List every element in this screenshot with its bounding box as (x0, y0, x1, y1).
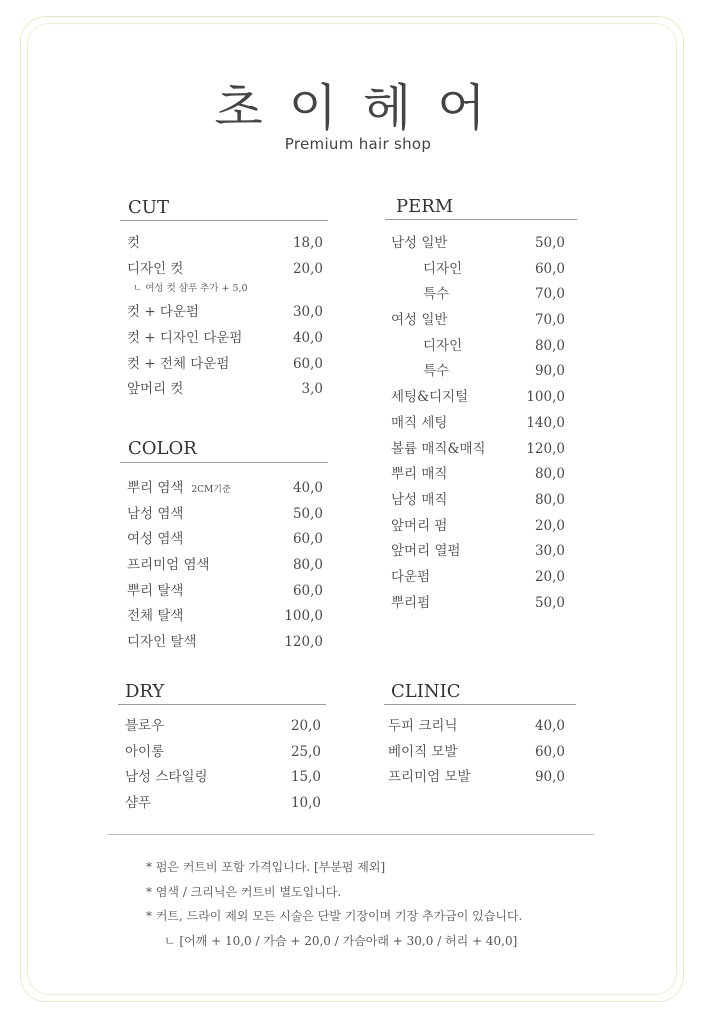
item-price: 30,0 (534, 543, 565, 560)
item-price: 18,0 (292, 235, 323, 251)
item-price: 100,0 (526, 389, 565, 406)
item-name: 컷 + 다운펌 (127, 304, 200, 321)
item-price: 120,0 (526, 440, 565, 457)
item-price: 25,0 (290, 743, 321, 760)
color-item (127, 553, 323, 579)
color-divider (120, 462, 328, 463)
dry-item (125, 791, 321, 817)
item-name: 디자인 컷 (127, 260, 184, 277)
item-price: 80,0 (292, 557, 323, 574)
item-price: 10,0 (290, 795, 321, 812)
item-price: 60,0 (292, 582, 323, 599)
clinic-section-title: CLINIC (391, 681, 461, 702)
item-price: 40,0 (292, 480, 323, 496)
item-name: 아이롱 (125, 743, 165, 760)
item-name: 두피 크리닉 (388, 718, 458, 734)
item-price: 90,0 (534, 363, 565, 380)
perm-item (391, 488, 565, 514)
item-price: 60,0 (534, 260, 565, 277)
note-line: * 염색 / 크리닉은 커트비 별도입니다. (146, 884, 342, 899)
perm-section-title: PERM (396, 196, 454, 217)
dry-divider (118, 704, 326, 705)
footer-divider (108, 834, 594, 835)
perm-item (391, 591, 565, 617)
item-name: 컷 + 전체 다운펌 (127, 355, 230, 372)
item-price: 60,0 (292, 355, 323, 372)
item-price: 20,0 (292, 260, 323, 277)
item-name: 뿌리 염색 2CM기준 (127, 480, 231, 496)
item-name: 특수 (423, 363, 450, 380)
perm-item (391, 359, 565, 385)
item-name: 컷 (127, 235, 141, 251)
cut-section-title: CUT (128, 197, 169, 218)
perm-item (391, 385, 565, 411)
item-price: 100,0 (284, 608, 323, 625)
item-price: 20,0 (290, 718, 321, 734)
item-name: 특수 (423, 286, 450, 303)
item-price: 60,0 (534, 743, 565, 760)
item-price: 40,0 (534, 718, 565, 734)
color-list (127, 476, 323, 656)
item-name: 남성 스타일링 (125, 769, 208, 786)
item-name: 디자인 (423, 337, 463, 354)
item-name: 다운펌 (391, 568, 431, 585)
item-price: 70,0 (534, 286, 565, 303)
cut-note (127, 282, 323, 300)
dry-item (125, 714, 321, 740)
item-price: 80,0 (534, 466, 565, 483)
perm-item (391, 231, 565, 257)
cut-item (127, 257, 323, 283)
inner-frame (27, 23, 677, 995)
item-name: 남성 매직 (391, 491, 448, 508)
color-item (127, 527, 323, 553)
item-name: 컷 + 디자인 다운펌 (127, 330, 243, 347)
item-price: 3,0 (301, 381, 323, 398)
item-name: 샴푸 (125, 795, 152, 812)
item-name: 여성 염색 (127, 531, 184, 548)
item-name: 프리미엄 모발 (388, 769, 471, 786)
perm-item (391, 539, 565, 565)
item-price: 80,0 (534, 491, 565, 508)
item-name: 뿌리 탈색 (127, 582, 184, 599)
item-name: 베이직 모발 (388, 743, 458, 760)
item-name: 디자인 탈색 (127, 634, 197, 651)
cut-list (127, 231, 323, 403)
item-name: 뿌리펌 (391, 594, 431, 611)
perm-item (391, 514, 565, 540)
item-name: 여성 일반 (391, 312, 448, 329)
perm-item (391, 411, 565, 437)
cut-item (127, 352, 323, 378)
item-name: 전체 탈색 (127, 608, 184, 625)
item-name: 세팅&디지털 (391, 389, 469, 406)
item-name: 앞머리 열펌 (391, 543, 461, 560)
note-line: * 펌은 커트비 포함 가격입니다. [부분펌 제외] (146, 860, 386, 874)
item-price: 90,0 (534, 769, 565, 786)
item-name: 프리미엄 염색 (127, 557, 210, 574)
perm-item (391, 308, 565, 334)
dry-section-title: DRY (125, 681, 165, 702)
item-price: 120,0 (284, 634, 323, 651)
note-line: ㄴ [어깨 + 10,0 / 가슴 + 20,0 / 가슴아래 + 30,0 / 허리 + 40,0] (164, 933, 518, 948)
notes-block (146, 855, 522, 953)
clinic-item (388, 765, 565, 791)
cut-divider (120, 220, 328, 221)
perm-divider (385, 219, 577, 220)
color-item (127, 502, 323, 528)
dry-item (125, 740, 321, 766)
item-name: 앞머리 컷 (127, 381, 184, 398)
note-line: * 커트, 드라이 제외 모든 시술은 단발 기장이며 기장 추가금이 있습니다. (146, 909, 523, 923)
cut-item (127, 326, 323, 352)
item-price: 70,0 (534, 312, 565, 329)
item-name: 블로우 (125, 718, 165, 734)
item-price: 30,0 (292, 304, 323, 321)
item-price: 20,0 (534, 568, 565, 585)
item-price: 15,0 (290, 769, 321, 786)
item-price: 50,0 (292, 505, 323, 522)
dry-list (125, 714, 321, 817)
perm-item (391, 462, 565, 488)
perm-item (391, 334, 565, 360)
color-item (127, 579, 323, 605)
clinic-item (388, 740, 565, 766)
dry-item (125, 765, 321, 791)
item-note: 2CM기준 (191, 485, 231, 495)
perm-item (391, 437, 565, 463)
item-note: ㄴ 여성 컷 샴푸 추가 + 5,0 (133, 283, 248, 295)
item-price: 60,0 (292, 531, 323, 548)
item-price: 40,0 (292, 330, 323, 347)
item-name: 볼륨 매직&매직 (391, 440, 486, 457)
clinic-item (388, 714, 565, 740)
tagline: Premium hair shop (284, 135, 432, 153)
color-item (127, 630, 323, 656)
item-price: 50,0 (534, 594, 565, 611)
clinic-list (388, 714, 565, 791)
item-price: 140,0 (526, 414, 565, 431)
clinic-divider (384, 704, 576, 705)
item-name: 남성 일반 (391, 235, 448, 251)
item-name: 뿌리 매직 (391, 466, 448, 483)
cut-item (127, 231, 323, 257)
item-name: 남성 염색 (127, 505, 184, 522)
item-name: 디자인 (423, 260, 463, 277)
perm-item (391, 565, 565, 591)
item-price: 50,0 (534, 235, 565, 251)
cut-item (127, 300, 323, 326)
color-section-title: COLOR (128, 438, 197, 459)
item-name: 매직 세팅 (391, 414, 448, 431)
shop-name: 초이헤어 (214, 79, 512, 137)
cut-item (127, 377, 323, 403)
item-price: 80,0 (534, 337, 565, 354)
item-name: 앞머리 펌 (391, 517, 448, 534)
perm-item (391, 282, 565, 308)
perm-list (391, 231, 565, 616)
perm-item (391, 257, 565, 283)
color-item (127, 604, 323, 630)
item-price: 20,0 (534, 517, 565, 534)
color-item (127, 476, 323, 502)
